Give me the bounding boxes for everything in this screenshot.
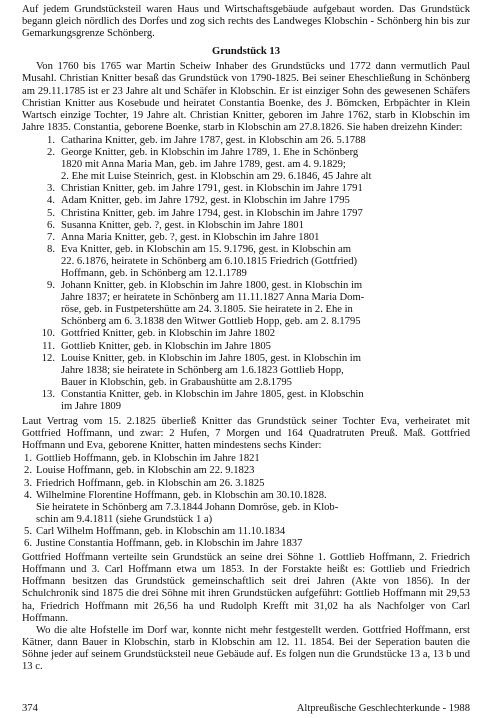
list-item-line: Eva Knitter, geb. in Klobschin am 15. 9.1796, gest. in Klobschin am <box>61 243 351 255</box>
list-item-number: 3. <box>24 477 32 489</box>
list-item-number: 2. <box>47 147 55 159</box>
list-item-line: im Jahre 1809 <box>61 401 122 412</box>
list-item-line: Gottlieb Knitter, geb. in Klobschin im Jahre 1805 <box>61 340 271 352</box>
list-item-line: George Knitter, geb. in Klobschin im Jahre 1789, 1. Ehe in Schönberg <box>61 147 359 159</box>
section-heading: Grundstück 13 <box>212 46 280 58</box>
list-item-number: 12. <box>41 352 55 364</box>
closing-paragraph: Wo die alte Hofstelle im Dorf war, konnte nicht mehr festgestellt werden. Gottfried Hoffmann, erst Kätner, dann Bauer in Klobschin, starb in Klobschin am 12. 11. 1854. Bei der Seperation bauten die Söhne jeder auf seinem Grundstücksteil neue Gebäude auf. Es folgen nun die Grundstücke 13 a, 13 b und 13 c. <box>22 624 470 672</box>
list-item <box>22 490 470 526</box>
list-item-number: 4. <box>24 489 32 501</box>
list-item-number: 8. <box>47 243 55 255</box>
ownership-paragraph: Von 1760 bis 1765 war Martin Scheiw Inhaber des Grundstücks und 1772 dann vermutlich Paul Musahl. Christian Knitter besaß das Grundstück von 1790-1825. Bei seiner Eheschließung in Schönberg am 29.11.1785 ist er 23 Jahre alt und Schäfer in Klobschin. Er ist einziger Sohn des gewesenen Schäfers Christian Knitter aus Kosebude und heiratet Constantia Boenke, des J. Bömcken, Erbpächter in Klein Wartsch einzige Tochter, 19 Jahre alt. Christian Knitter, geboren im Jahre 1762, starb in Klobschin im Jahre 1835. Constantia, geborene Boenke, starb in Klobschin am 27.8.1826. Sie haben dreizehn Kinder: <box>22 61 470 133</box>
list-item-number: 5. <box>47 207 55 219</box>
list-item <box>22 538 470 550</box>
list-item-number: 2. <box>24 465 32 477</box>
list-item-number: 6. <box>24 538 32 550</box>
list-item-number: 7. <box>47 231 55 243</box>
list-item-line: Louise Hoffmann, geb. in Klobschin am 22. 9.1823 <box>36 465 255 477</box>
list-item-line: schin am 9.4.1811 (siehe Grundstück 1 a) <box>36 513 213 525</box>
list-item-line: Sie heiratete in Schönberg am 7.3.1844 Johann Domröse, geb. in Klob- <box>36 501 339 513</box>
list-item-line: Friedrich Hoffmann, geb. in Klobschin am 26. 3.1825 <box>36 477 265 489</box>
journal-title: Altpreußische Geschlechterkunde - 1988 <box>296 703 470 714</box>
list-item-number: 10. <box>41 328 55 340</box>
list-item-line: Constantia Knitter, geb. in Klobschin im Jahre 1805, gest. in Klobschin <box>61 388 364 400</box>
list-item <box>22 208 470 220</box>
list-item-line: Louise Knitter, geb. in Klobschin im Jahre 1805, gest. in Klobschin im <box>61 352 361 364</box>
contract-paragraph: Laut Vertrag vom 15. 2.1825 überließ Knitter das Grundstück seiner Tochter Eva, verheiratet mit Gottfried Hoffmann, und zwar: 2 Hufen, 7 Morgen und 164 Quadratruten Preuß. Maß. Gottfried Hoffmann und Eva, geborene Knitter, hatten mindestens sechs Kinder: <box>22 416 470 452</box>
list-item-line: 22. 6.1876, heiratete in Schönberg am 6.10.1815 Friedrich (Gottfried) <box>61 255 358 267</box>
list-item <box>22 195 470 207</box>
page-footer <box>22 703 470 715</box>
list-item <box>22 478 470 490</box>
list-item-line: Anna Maria Knitter, geb. ?, gest. in Klobschin im Jahre 1801 <box>61 231 320 243</box>
list-item <box>22 465 470 477</box>
list-item <box>22 453 470 465</box>
list-item-line: Hoffmann, geb. in Schönberg am 12.1.1789 <box>61 267 247 279</box>
list-item <box>22 135 470 147</box>
hoffmann-children-list <box>22 453 470 550</box>
list-item-line: Wilhelmine Florentine Hoffmann, geb. in Klobschin am 30.10.1828. <box>36 489 327 501</box>
list-item <box>22 147 470 183</box>
list-item-line: Johann Knitter, geb. in Klobschin im Jahre 1800, gest. in Klobschin im <box>61 280 363 292</box>
list-item-line: Adam Knitter, geb. im Jahre 1792, gest. in Klobschin im Jahre 1795 <box>61 195 350 207</box>
list-item-number: 3. <box>47 183 55 195</box>
list-item-number: 13. <box>41 388 55 400</box>
list-item-line: Jahre 1838; sie heiratete in Schönberg am 1.6.1823 Gottlieb Hopp, <box>61 364 344 376</box>
list-item-number: 4. <box>47 195 55 207</box>
list-item-line: Gottlieb Hoffmann, geb. in Klobschin im Jahre 1821 <box>36 453 260 465</box>
list-item-number: 6. <box>47 219 55 231</box>
knitter-children-list <box>22 135 470 413</box>
list-item-line: Gottfried Knitter, geb. in Klobschin im Jahre 1802 <box>61 328 276 340</box>
list-item <box>22 328 470 340</box>
list-item-line: Carl Wilhelm Hoffmann, geb. in Klobschin am 11.10.1834 <box>36 525 286 537</box>
list-item <box>22 220 470 232</box>
list-item-number: 9. <box>47 280 55 292</box>
list-item-number: 5. <box>24 525 32 537</box>
list-item <box>22 526 470 538</box>
list-item-line: Jahre 1837; er heiratete in Schönberg am 11.11.1827 Anna Maria Dom- <box>61 292 365 304</box>
list-item-number: 1. <box>24 453 32 465</box>
list-item-line: Susanna Knitter, geb. ?, gest. in Klobschin im Jahre 1801 <box>61 219 304 231</box>
list-item-line: 2. Ehe mit Luise Steinrich, gest. in Klobschin am 29. 6.1846, 45 Jahre alt <box>61 171 372 183</box>
list-item <box>22 183 470 195</box>
list-item-line: Schönberg am 6. 3.1838 den Witwer Gottlieb Hopp, geb. am 2. 8.1795 <box>61 316 361 328</box>
list-item <box>22 244 470 280</box>
page-number: 374 <box>22 703 38 714</box>
list-item-line: Catharina Knitter, geb. im Jahre 1787, gest. in Klobschin am 26. 5.1788 <box>61 134 366 146</box>
list-item-line: Christina Knitter, geb. im Jahre 1794, gest. in Klobschin im Jahre 1797 <box>61 207 363 219</box>
list-item <box>22 389 470 413</box>
list-item <box>22 341 470 353</box>
list-item <box>22 232 470 244</box>
intro-paragraph: Auf jedem Grundstücksteil waren Haus und Wirtschaftsgebäude aufgebaut worden. Das Grundstück begann gleich nördlich des Dorfes und zog sich rechts des Landweges Klobschin - Schönberg hin bis zur Gemarkungsgrenze Schönberg. <box>22 4 470 40</box>
text-column <box>22 4 470 673</box>
distribution-paragraph: Gottfried Hoffmann verteilte sein Grundstück an seine drei Söhne 1. Gottlieb Hoffmann, 2. Friedrich Hoffmann und 3. Carl Hoffmann etwa um 1853. In der Forstakte heißt es: Gottlieb und Friedrich Hoffmann besitzen das Grundstück gemeinschaftlich seit drei Jahren (Akte von 1856). In der Schulchronik sind 1875 die drei Söhne mit ihren Grundstücken aufgeführt: Gottlieb Hoffmann mit 29,53 ha, Friedrich Hoffmann mit 26,56 ha und Rudolph Krefft mit 31,02 ha als Nachfolger von Carl Hoffmann. <box>22 552 470 624</box>
list-item <box>22 353 470 389</box>
list-item-line: Bauer in Klobschin, geb. in Grabaushütte am 2.8.1795 <box>61 376 292 388</box>
list-item-number: 11. <box>42 340 55 352</box>
list-item-number: 1. <box>47 134 55 146</box>
list-item <box>22 280 470 328</box>
list-item-line: 1820 mit Anna Maria Man, geb. im Jahre 1789, gest. am 4. 9.1829; <box>61 159 346 171</box>
list-item-line: Christian Knitter, geb. im Jahre 1791, gest. in Klobschin im Jahre 1791 <box>61 183 363 195</box>
list-item-line: Justine Constantia Hoffmann, geb. in Klobschin im Jahre 1837 <box>36 538 303 550</box>
list-item-line: röse, geb. in Fustpetershütte am 24. 3.1805. Sie heiratete in 2. Ehe in <box>61 304 353 316</box>
